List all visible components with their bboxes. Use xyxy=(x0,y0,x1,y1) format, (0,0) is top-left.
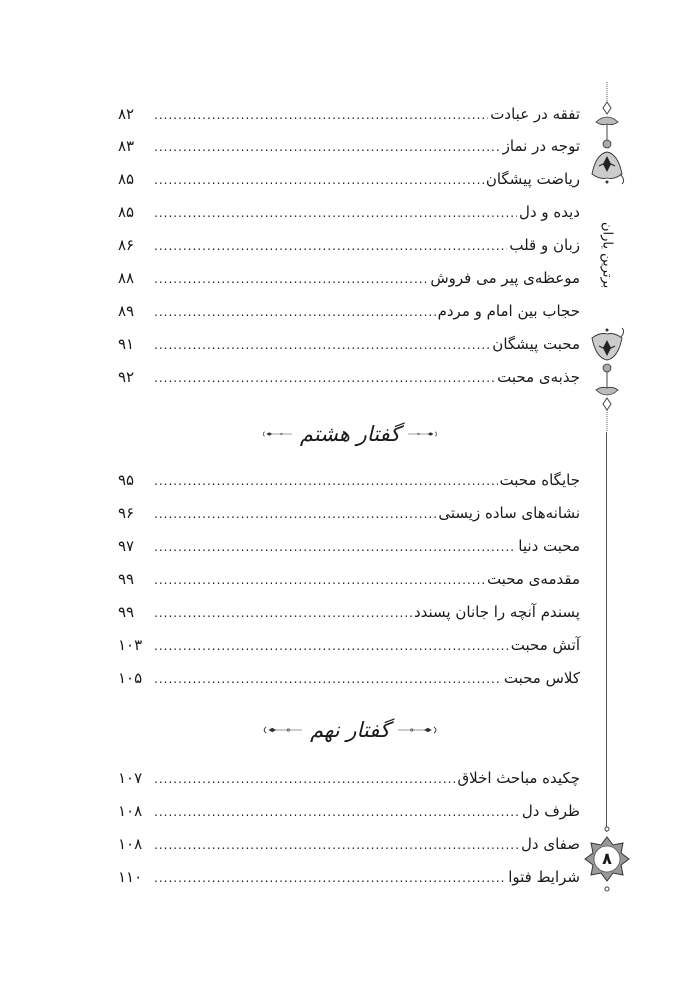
toc-entry-title: جایگاه محبت xyxy=(499,471,580,489)
toc-entry-title: شرایط فتوا xyxy=(508,868,580,886)
toc-entry-page: ۸۹ xyxy=(118,302,135,320)
toc-entry-title: دیده و دل xyxy=(519,203,580,221)
toc-entry-title: توجه در نماز xyxy=(502,137,580,155)
toc-leader-dots xyxy=(154,472,498,490)
toc-leader-dots xyxy=(154,171,484,189)
toc-leader-dots xyxy=(154,836,519,854)
toc-leader-dots xyxy=(154,604,412,622)
toc-entry-page: ۹۷ xyxy=(118,537,135,555)
toc-entry[interactable] xyxy=(118,289,580,321)
toc-entry-page: ۹۹ xyxy=(118,570,135,588)
toc-entry-title: حجاب بین امام و مردم xyxy=(437,302,580,320)
toc-entry[interactable] xyxy=(118,223,580,255)
toc-entry-page: ۸۵ xyxy=(118,170,135,188)
section-heading-title: گفتار هشتم xyxy=(299,422,401,446)
toc-entry[interactable] xyxy=(118,190,580,222)
toc-leader-dots xyxy=(154,538,516,556)
flourish-icon xyxy=(260,429,292,439)
toc-entry-title: نشانه‌های ساده زیستی xyxy=(438,504,580,522)
toc-entry-title: موعظه‌ی پیر می فروش xyxy=(430,269,580,287)
toc-leader-dots xyxy=(154,237,507,255)
toc-leader-dots xyxy=(154,670,502,688)
toc-entry-title: محبت پیشگان xyxy=(492,335,580,353)
toc-leader-dots xyxy=(154,869,506,887)
toc-entry[interactable] xyxy=(118,656,580,688)
toc-entry-page: ۸۶ xyxy=(118,236,135,254)
toc-entry[interactable] xyxy=(118,590,580,622)
toc-entry-page: ۹۲ xyxy=(118,368,135,386)
toc-entry-page: ۱۰۸ xyxy=(118,802,143,820)
toc-entry-title: پسندم آنچه را جانان پسندد xyxy=(413,603,580,621)
toc-leader-dots xyxy=(154,369,495,387)
toc-leader-dots xyxy=(154,571,485,589)
toc-entry-page: ۱۰۸ xyxy=(118,835,143,853)
toc-entry-title: صفای دل xyxy=(521,835,580,853)
flourish-icon xyxy=(398,725,440,735)
toc-entry[interactable] xyxy=(118,458,580,490)
toc-entry-page: ۹۹ xyxy=(118,603,135,621)
toc-leader-dots xyxy=(154,637,509,655)
toc-entry-title: مقدمه‌ی محبت xyxy=(486,570,580,588)
bottom-arabesque-ornament-icon xyxy=(590,322,626,432)
toc-entry-title: تفقه در عبادت xyxy=(490,105,580,123)
page-number: ۸ xyxy=(602,848,612,868)
flourish-icon xyxy=(260,725,302,735)
toc-entry[interactable] xyxy=(118,789,580,821)
flourish-icon xyxy=(408,429,440,439)
toc-entry-page: ۸۳ xyxy=(118,137,135,155)
toc-leader-dots xyxy=(154,803,520,821)
toc-entry-page: ۱۰۷ xyxy=(118,769,143,787)
toc-leader-dots xyxy=(154,336,490,354)
toc-entry[interactable] xyxy=(118,623,580,655)
section-heading-chapter-9 xyxy=(260,708,440,752)
toc-leader-dots xyxy=(154,505,436,523)
toc-entry[interactable] xyxy=(118,322,580,354)
toc-entry-title: آتش محبت xyxy=(510,636,580,654)
toc-entry[interactable] xyxy=(118,92,580,124)
toc-entry[interactable] xyxy=(118,756,580,788)
toc-entry-page: ۸۸ xyxy=(118,269,135,287)
toc-entry-page: ۹۶ xyxy=(118,504,135,522)
toc-entry-title: کلاس محبت xyxy=(503,669,580,687)
toc-entry-title: ریاضت پیشگان xyxy=(485,170,580,188)
toc-entry-page: ۱۰۵ xyxy=(118,669,143,687)
toc-leader-dots xyxy=(154,204,517,222)
toc-entry-page: ۹۱ xyxy=(118,335,135,353)
toc-entry[interactable] xyxy=(118,491,580,523)
toc-entry-title: محبت دنیا xyxy=(518,537,580,555)
section-heading-title: گفتار نهم xyxy=(310,718,390,742)
toc-entry-title: زبان و قلب xyxy=(509,236,580,254)
toc-leader-dots xyxy=(154,106,488,124)
section-heading-chapter-8 xyxy=(260,412,440,456)
toc-entry-title: جذبه‌ی محبت xyxy=(497,368,580,386)
toc-leader-dots xyxy=(154,270,428,288)
toc-entry-page: ۱۱۰ xyxy=(118,868,143,886)
toc-entry[interactable] xyxy=(118,256,580,288)
toc-leader-dots xyxy=(154,770,455,788)
toc-entry[interactable] xyxy=(118,822,580,854)
margin-rule-line xyxy=(606,432,607,832)
toc-entry[interactable] xyxy=(118,557,580,589)
toc-entry-page: ۱۰۳ xyxy=(118,636,143,654)
toc-entry-page: ۹۵ xyxy=(118,471,135,489)
toc-leader-dots xyxy=(154,303,436,321)
toc-entry[interactable] xyxy=(118,855,580,887)
top-arabesque-ornament-icon xyxy=(590,82,626,192)
toc-entry-title: ظرف دل xyxy=(521,802,580,820)
toc-entry[interactable] xyxy=(118,355,580,387)
running-header: برترین یاران xyxy=(599,221,615,289)
toc-entry[interactable] xyxy=(118,157,580,189)
toc-leader-dots xyxy=(154,138,501,156)
toc-entry-title: چکیده مباحث اخلاق xyxy=(457,769,580,787)
toc-entry[interactable] xyxy=(118,124,580,156)
toc-entry-page: ۸۵ xyxy=(118,203,135,221)
toc-entry[interactable] xyxy=(118,524,580,556)
toc-entry-page: ۸۲ xyxy=(118,105,135,123)
